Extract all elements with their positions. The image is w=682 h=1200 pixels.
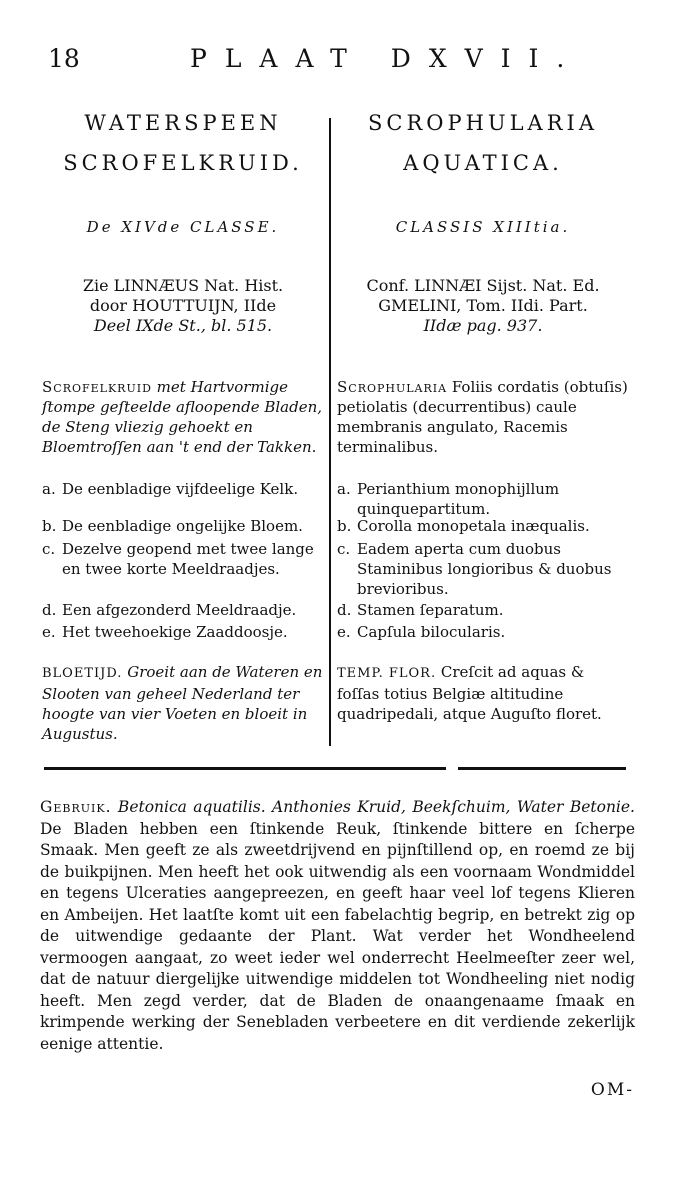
section-rule-left [44,767,446,770]
dutch-class: De XIVde CLASSE. [86,218,280,236]
dutch-description [42,377,324,457]
item-text: Stamen ſeparatum. [357,601,504,619]
item-text: Een afgezonderd Meeldraadje. [62,601,297,619]
item-letter: e. [337,623,351,641]
gebruik-label: Gebruik. [40,798,112,816]
bloeitijd-text: Groeit aan de Wateren en Slooten van geheel Nederland ter hoogte van vier Voeten en bloeit in Augustus. [42,663,323,743]
latin-temp-flor [337,662,629,724]
catchword: OM- [590,1080,634,1100]
latin-title-line-1: SCROPHULARIA [367,111,598,135]
latin-ref-line-3: IIdæ pag. 937. [423,316,543,335]
item-letter: c. [337,540,351,558]
item-letter: d. [42,601,57,619]
item-text: Dezelve geopend met twee lange en twee korte Meeldraadjes. [62,540,314,578]
dutch-ref-line-1: Zie LINNÆUS Nat. Hist. [82,276,284,295]
section-rule-right [458,767,626,770]
temp-flor-label: TEMP. FLOR. [337,666,437,681]
column-divider [329,118,331,746]
dutch-bloeitijd [42,662,324,744]
latin-item-b [337,516,629,536]
temp-flor-text: Creſcit ad aquas & foſſas totius Belgiæ altitudine quadripedali, atque Auguſto floret. [337,663,602,723]
latin-item-d [337,600,629,620]
latin-title [337,103,629,183]
dutch-reference [42,276,324,336]
item-text: Capſula bilocularis. [357,623,506,641]
item-letter: c. [42,540,56,558]
latin-item-c [337,539,629,599]
latin-description [337,377,629,457]
dutch-ref-line-2: door HOUTTUIJN, IIde [89,296,277,315]
plate-title: PLAAT DXVII. [190,44,583,73]
item-letter: b. [337,517,352,535]
item-letter: b. [42,517,57,535]
dutch-item-c [42,539,324,579]
item-text: De eenbladige vijfdeelige Kelk. [62,480,299,498]
latin-ref-line-1: Conf. LINNÆI Sijst. Nat. Ed. [366,276,600,295]
gebruik-text: De Bladen hebben een ſtinkende Reuk, ſtinkende bittere en ſcherpe Smaak. Men geeft ze als zweetdrijvend en pijnſtillend op, en roemd ze bij de buikpijnen. Men heeft het ook uitwendig als een voornaam Wondmiddel en tegens Ulceraties aangepreezen, en geeft haar veel lof tegens Klieren en Ambeijen. Het laatſte komt uit een fabelachtig begrip, en betrekt zig op de uitwendige gedaante der Plant. Wat verder het Wondheelend vermoogen aangaat, zo weet ieder wel onderrecht Heelmeeſter zeer wel, dat de natuur diergelijke uitwendige middelen tot Wondheeling niet nodig heeft. Men zegd verder, dat de Bladen de onaangenaame ſmaak en krimpende werking der Senebladen verbeetere en dit verdiende zekerlijk eenige attentie. [40,819,635,1053]
latin-description-text: Foliis cordatis (obtuſis) petiolatis (decurrentibus) caule membranis angulato, Racemis terminalibus. [337,378,628,456]
item-text: De eenbladige ongelijke Bloem. [62,517,303,535]
item-text: Corolla monopetala inæqualis. [357,517,590,535]
item-letter: e. [42,623,56,641]
dutch-item-d [42,600,324,620]
latin-title-line-2: AQUATICA. [403,151,563,175]
dutch-item-e [42,622,324,642]
dutch-title-line-2: SCROFELKRUID. [63,151,303,175]
bloeitijd-label: BLOETIJD. [42,666,123,681]
latin-item-e [337,622,629,642]
item-text: Eadem aperta cum duobus Staminibus longioribus & duobus brevioribus. [357,540,612,598]
dutch-ref-line-3: Deel IXde St., bl. 515. [93,316,273,335]
dutch-genus: Scrofelkruid [42,378,152,396]
latin-class: CLASSIS XIIItia. [395,218,571,236]
latin-reference [337,276,629,336]
dutch-title [42,103,324,183]
dutch-item-a [42,479,324,499]
latin-genus: Scrophularia [337,378,448,396]
latin-item-a [337,479,629,519]
latin-ref-line-2: GMELINI, Tom. IIdi. Part. [378,296,588,315]
item-text: Het tweehoekige Zaaddoosje. [62,623,288,641]
gebruik-paragraph [40,797,635,1055]
dutch-item-b [42,516,324,536]
item-letter: d. [337,601,352,619]
dutch-description-text: met Hartvormige ſtompe geſteelde afloopende Bladen, de Steng vliezig gehoekt en Bloemtroſſen aan 't end der Takken. [42,378,323,456]
dutch-title-line-1: WATERSPEEN [84,111,282,135]
page-header [40,40,642,80]
page-number: 18 [48,44,80,73]
item-text: Perianthium monophijllum quinquepartitum. [357,480,560,518]
item-letter: a. [42,480,56,498]
item-letter: a. [337,480,351,498]
gebruik-names: Betonica aquatilis. Anthonies Kruid, Beekſchuim, Water Betonie. [111,798,635,816]
